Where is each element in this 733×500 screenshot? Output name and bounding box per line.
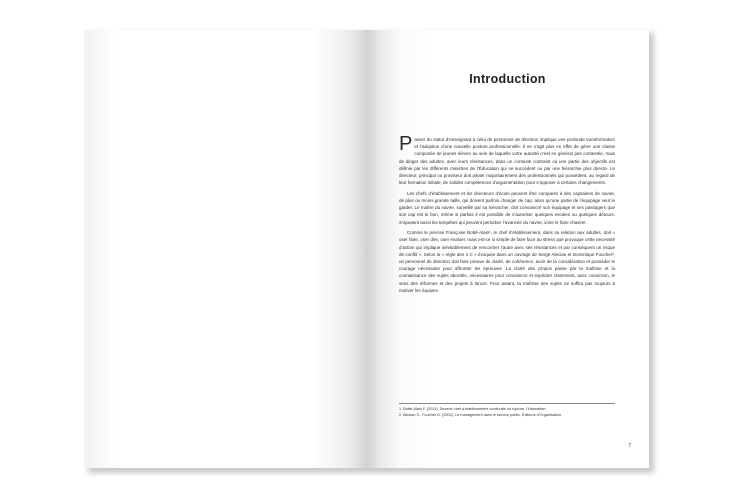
footnotes <box>399 407 615 418</box>
drop-cap: P <box>399 133 413 155</box>
footnote-2: 2. Alecian S., Foucher D. (2002), Le management dans le service public, Éditions d’Organisation. <box>399 412 563 417</box>
left-page <box>84 30 366 468</box>
page-number: 7 <box>628 443 631 449</box>
body-text <box>399 133 615 297</box>
chapter-title: Introduction <box>469 72 546 86</box>
paragraph-1 <box>399 133 615 186</box>
right-page <box>366 30 649 468</box>
paragraph-3: Comme le précise Françoise Botté-Alain¹, le chef d’établissement, dans sa relation aux adultes, doit « oser faire, oser dire, oser évaluer, mais est-ce si simple de faire face au stress que provoque cette nécessité d’action qui implique inévitablement de rencontrer l’autre avec ses résistances et par conséquent un risque de conflit ». Selon la « règle des 4 C » évoquée dans un ouvrage de Serge Alecian et Dominique Foucher², un personnel de direction doit faire preuve de clarté, de cohérence, avoir de la considération et posséder le courage nécessaire pour affronter les épreuves. La clarté des propos passe par la maîtrise et la connaissance des sujets abordés, nécessaires pour convaincre et expliciter clairement, avec conviction, le sens des réformes et des projets à lancer. Pour autant, la maîtrise des sujets ne suffira pas toujours à motiver les équipes. <box>399 230 615 293</box>
footnote-1: 1. Botte-Alain F. (2011), Devenir chef d’établissement continuité ou rupture, l’Harmattan. <box>399 407 547 411</box>
footnote-divider <box>399 403 615 404</box>
paragraph-1-text: asser du statut d’enseignant à celui de personnel de direction implique une profonde transformation et l’adoption d’une nouvelle posture professionnelle. Il ne s’agit plus en effet de gérer une classe composée de jeunes élèves au sein de laquelle votre autorité n’est en général pas contestée, mais de diriger des adultes, avec leurs résistances, dans un contexte contraint où une partie des objectifs est définie par les différents ministres de l’Éducation qui se succèdent ou par une hiérarchie plus directe. Le directeur, principal ou proviseur doit piloter majoritairement des professionnels qui possèdent, au regard de leur formation initiale, de solides compétences d’argumentation pour s’opposer à certains changements. <box>399 137 615 186</box>
paragraph-2: Les chefs d’établissement et les directeurs d’école peuvent être comparés à des capitaines de navire, de plus ou moins grande taille, qui doivent parfois changer de cap, alors qu’une partie de l’équipage veut le garder. Le maître du navire, surveillé par sa hiérarchie, doit convaincre son équipage et ses passagers que son cap est le bon, même si parfois il est possible de s’autoriser quelques escales ou quelques détours. S’ajoutent aussi les tempêtes qui peuvent perturber l’avancée du navire, voire le faire chavirer. <box>399 190 615 225</box>
